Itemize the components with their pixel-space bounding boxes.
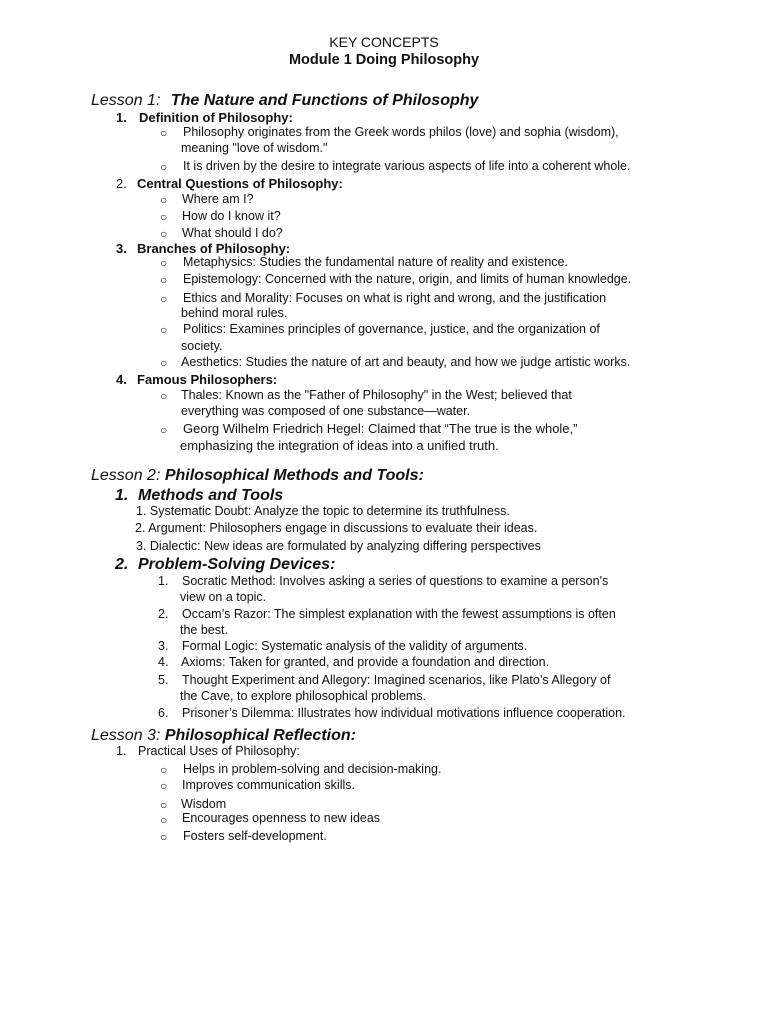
l2-section-2-title: Problem-Solving Devices: <box>138 556 336 573</box>
lesson-1-title: The Nature and Functions of Philosophy <box>170 92 479 109</box>
bullet-icon: ○ <box>160 292 168 306</box>
list-item: emphasizing the integration of ideas into a unified truth. <box>180 438 499 453</box>
bullet-icon: ○ <box>160 256 168 270</box>
lesson-1-label: Lesson 1: <box>91 92 161 109</box>
list-item: Socratic Method: Involves asking a series of questions to examine a person's <box>182 574 609 588</box>
list-item: Ethics and Morality: Focuses on what is right and wrong, and the justification <box>183 291 607 305</box>
list-item: Georg Wilhelm Friedrich Hegel: Claimed that “The true is the whole,” <box>183 421 578 436</box>
bullet-icon: ○ <box>160 323 168 337</box>
list-item: Where am I? <box>182 192 254 206</box>
lesson-3-title: Philosophical Reflection: <box>164 727 356 744</box>
list-item: Wisdom <box>181 797 227 811</box>
list-item: 1. Systematic Doubt: Analyze the topic to determine its truthfulness. <box>136 504 510 518</box>
doc-heading: KEY CONCEPTS <box>329 34 439 50</box>
list-item: Encourages openness to new ideas <box>182 811 381 825</box>
bullet-icon: ○ <box>160 126 168 140</box>
list-item: society. <box>181 339 223 353</box>
list-item-num: 5. <box>158 673 169 687</box>
l2-section-1-title: Methods and Tools <box>138 487 284 504</box>
l1-section-4-num: 4. <box>116 372 127 387</box>
bullet-icon: ○ <box>160 389 168 403</box>
doc-title: Module 1 Doing Philosophy <box>288 52 480 68</box>
l2-section-1-num: 1. <box>115 487 129 504</box>
list-item: 2. Argument: Philosophers engage in discussions to evaluate their ideas. <box>135 521 538 535</box>
bullet-icon: ○ <box>160 813 168 827</box>
list-item: view on a topic. <box>180 590 267 604</box>
list-item: Helps in problem-solving and decision-making. <box>183 762 442 776</box>
bullet-icon: ○ <box>160 763 168 777</box>
lesson-2-title: Philosophical Methods and Tools: <box>164 467 424 484</box>
list-item-num: 1. <box>158 574 169 588</box>
list-item: What should I do? <box>182 226 283 240</box>
list-item: Epistemology: Concerned with the nature, origin, and limits of human knowledge. <box>183 272 632 286</box>
list-item: Politics: Examines principles of governance, justice, and the organization of <box>183 322 600 336</box>
bullet-icon: ○ <box>160 356 168 370</box>
lesson-1-heading <box>91 92 478 110</box>
l1-section-3-title: Branches of Philosophy: <box>137 241 291 256</box>
bullet-icon: ○ <box>160 210 168 224</box>
list-item: Formal Logic: Systematic analysis of the validity of arguments. <box>182 639 528 653</box>
l1-section-4-title: Famous Philosophers: <box>137 372 278 387</box>
list-item: everything was composed of one substance—water. <box>181 404 471 418</box>
list-item: Improves communication skills. <box>182 778 355 792</box>
list-item-num: 6. <box>158 706 169 720</box>
list-item: the best. <box>180 623 228 637</box>
l2-section-2-num: 2. <box>115 556 129 573</box>
bullet-icon: ○ <box>160 779 168 793</box>
list-item: Thought Experiment and Allegory: Imagined scenarios, like Plato’s Allegory of <box>182 673 611 687</box>
list-item: Metaphysics: Studies the fundamental nature of reality and existence. <box>183 255 568 269</box>
list-item: Axioms: Taken for granted, and provide a foundation and direction. <box>181 655 550 669</box>
list-item: Thales: Known as the "Father of Philosophy" in the West; believed that <box>181 388 572 402</box>
list-item: Philosophy originates from the Greek words philos (love) and sophia (wisdom), <box>183 125 619 139</box>
bullet-icon: ○ <box>160 423 168 437</box>
list-item: Prisoner’s Dilemma: Illustrates how individual motivations influence cooperation. <box>182 706 626 720</box>
bullet-icon: ○ <box>160 798 168 812</box>
bullet-icon: ○ <box>160 193 168 207</box>
bullet-icon: ○ <box>160 227 168 241</box>
list-item-num: 3. <box>158 639 169 653</box>
list-item: the Cave, to explore philosophical problems. <box>180 689 426 703</box>
bullet-icon: ○ <box>160 160 168 174</box>
list-item: behind moral rules. <box>181 306 288 320</box>
bullet-icon: ○ <box>160 273 168 287</box>
list-item-num: 4. <box>158 655 169 669</box>
lesson-3-label: Lesson 3: <box>91 727 161 744</box>
lesson-2-label: Lesson 2: <box>91 467 161 484</box>
list-item: Aesthetics: Studies the nature of art and beauty, and how we judge artistic works. <box>181 355 631 369</box>
l1-section-3-num: 3. <box>116 241 127 256</box>
l1-section-1-num: 1. <box>116 110 127 125</box>
lesson-2-heading <box>91 467 424 485</box>
bullet-icon: ○ <box>160 830 168 844</box>
l1-section-1-title: Definition of Philosophy: <box>139 110 293 125</box>
list-item: How do I know it? <box>182 209 281 223</box>
list-item: It is driven by the desire to integrate various aspects of life into a coherent whole. <box>183 159 631 173</box>
list-item: Fosters self-development. <box>183 829 327 843</box>
lesson-3-heading <box>91 727 356 745</box>
list-item: Occam’s Razor: The simplest explanation with the fewest assumptions is often <box>182 607 616 621</box>
l1-section-2-num: 2. <box>116 176 127 191</box>
list-item: meaning "love of wisdom." <box>181 141 328 155</box>
l3-section-1-title: Practical Uses of Philosophy: <box>138 744 300 758</box>
list-item: 3. Dialectic: New ideas are formulated by analyzing differing perspectives <box>136 539 541 553</box>
l1-section-2-title: Central Questions of Philosophy: <box>137 176 343 191</box>
list-item-num: 2. <box>158 607 169 621</box>
l3-section-1-num: 1. <box>116 744 127 758</box>
